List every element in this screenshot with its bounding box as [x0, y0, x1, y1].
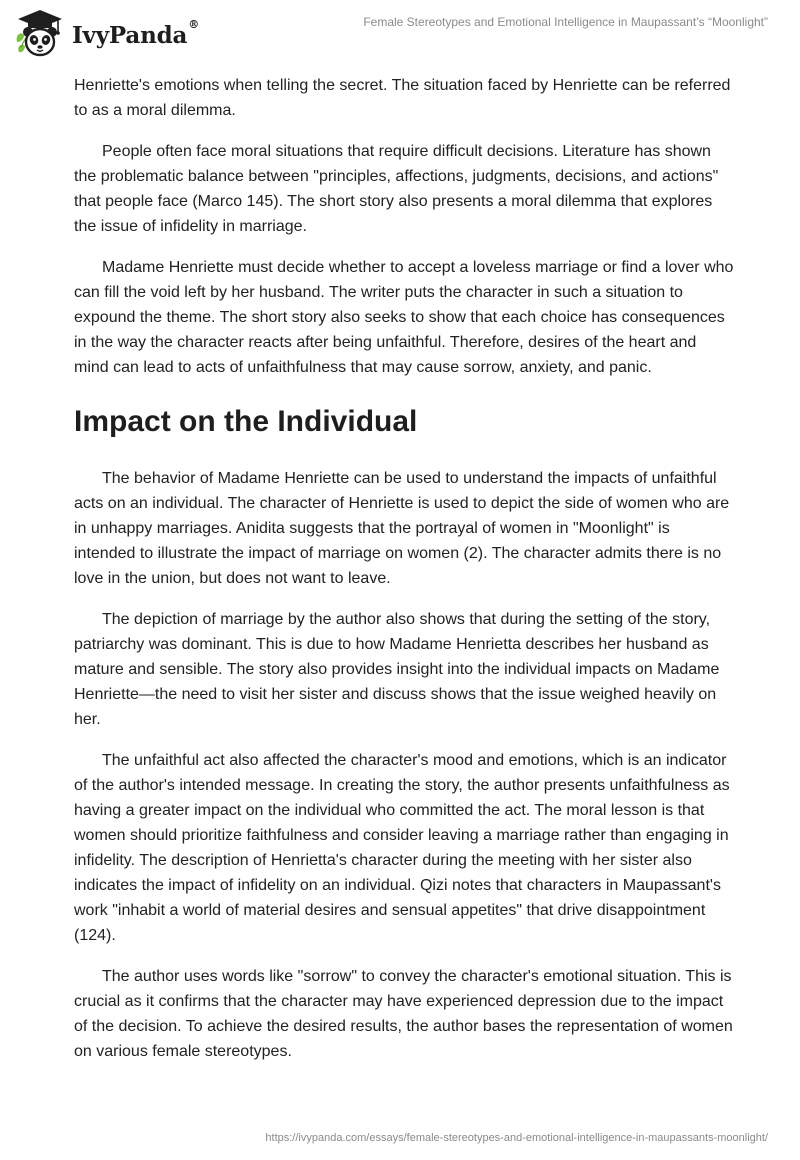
document-title: Female Stereotypes and Emotional Intelligence in Maupassant’s “Moonlight”: [363, 15, 768, 29]
paragraph: The behavior of Madame Henriette can be used to understand the impacts of unfaithful acts on an individual. The character of Henriette is used to depict the side of women who are in unhappy marriages. Anidita suggests that the portrayal of women in "Moonlight" is intended to illustrate the impact of marriage on women (2). The character admits there is no love in the union, but does not want to leave.: [74, 470, 730, 587]
logo-wordmark: [72, 17, 199, 49]
essay-body: [74, 73, 734, 1080]
paragraph: Madame Henriette must decide whether to accept a loveless marriage or find a lover who can fill the void left by her husband. The writer puts the character in such a situation to expound the theme. The short story also seeks to show that each choice has consequences in the way the character reacts after being unfaithful. Therefore, desires of the heart and mind can lead to acts of unfaithfulness that may cause sorrow, anxiety, and panic.: [74, 259, 734, 376]
paragraph: The unfaithful act also affected the character's mood and emotions, which is an indicator of the author's intended message. In creating the story, the author presents unfaithfulness as having a greater impact on the individual who committed the act. The moral lesson is that women should prioritize faithfulness and consider leaving a marriage rather than engaging in infidelity. The description of Henrietta's character during the meeting with her sister also indicates the impact of infidelity on an individual. Qizi notes that characters in Maupassant's work "inhabit a world of material desires and sensual appetites" that drive disappointment (124).: [74, 752, 730, 944]
source-url[interactable]: https://ivypanda.com/essays/female-stereotypes-and-emotional-intelligence-in-maupassants-moonlight/: [265, 1132, 768, 1144]
ivypanda-logo[interactable]: [14, 8, 199, 58]
paragraph: People often face moral situations that require difficult decisions. Literature has shown the problematic balance between "principles, affections, judgments, decisions, and actions" that people face (Marco 145). The short story also presents a moral dilemma that explores the issue of infidelity in marriage.: [74, 143, 719, 235]
paragraph: The author uses words like "sorrow" to convey the character's emotional situation. This is crucial as it confirms that the character may have experienced depression due to the impact of the decision. To achieve the desired results, the author bases the representation of women on various female stereotypes.: [74, 968, 733, 1060]
section-heading: Impact on the Individual: [74, 405, 418, 438]
paragraph: The depiction of marriage by the author also shows that during the setting of the story, patriarchy was dominant. This is due to how Madame Henrietta describes her husband as mature and sensible. The story also provides insight into the individual impacts on Madame Henriette—the need to visit her sister and discuss shows that the issue weighed heavily on her.: [74, 611, 720, 728]
logo-brand-name: IvyPanda: [72, 21, 188, 49]
panda-graduate-icon: [14, 8, 66, 58]
page-header: [0, 0, 800, 64]
paragraph: Henriette's emotions when telling the secret. The situation faced by Henriette can be referred to as a moral dilemma.: [74, 77, 731, 119]
registered-mark: ®: [188, 17, 199, 31]
